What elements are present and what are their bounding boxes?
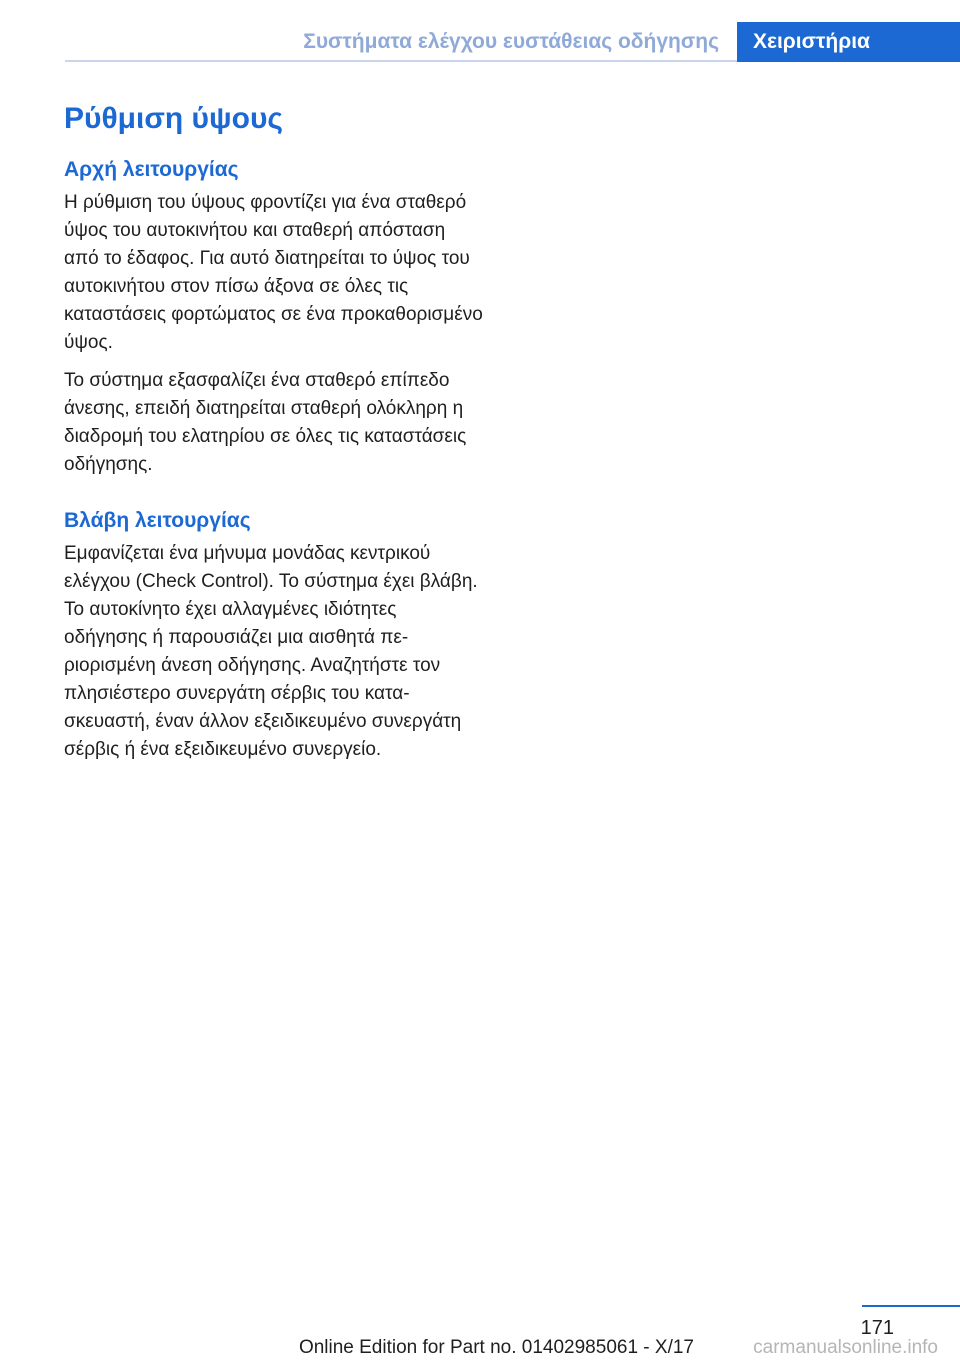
paragraph: Η ρύθμιση του ύψους φροντίζει για ένα σταθερό ύψος του αυτοκινήτου και σταθερή απόσταση από το έδαφος. Για αυτό διατηρείται το ύψος του αυτοκινήτου στον πίσω άξονα σε όλες τις καταστάσεις φορτώματος σε ένα προκαθορισμένο ύψος. [64,192,483,353]
page-number: 171 [860,1317,894,1339]
main-content [64,100,484,774]
paragraph: Το σύστημα εξασφαλίζει ένα σταθερό επίπεδο άνεσης, επειδή διατηρείται σταθερή ολόκληρη η διαδρομή του ελατηρίου σε όλες τις καταστάσεις οδήγησης. [64,370,467,475]
section-heading-principle: Αρχή λειτουργίας [64,158,239,181]
chapter-tab: Χειριστήρια [737,22,960,62]
section-heading-malfunction: Βλάβη λειτουργίας [64,509,251,532]
watermark: carmanualsonline.info [753,1337,938,1358]
edition-note: Online Edition for Part no. 01402985061 - X/17 [298,1337,694,1358]
footer-divider [862,1305,960,1307]
section-title: Συστήματα ελέγχου ευστάθειας οδήγησης [303,30,719,53]
page-title: Ρύθμιση ύψους [64,102,284,135]
header-divider [65,60,737,62]
page-header [65,22,960,62]
paragraph: Εμφανίζεται ένα μήνυμα μονάδας κεντρικού ελέγχου (Check Control). Το σύστημα έχει βλάβη. Το αυτοκίνητο έχει αλλαγμένες ιδιότητες οδήγησης ή παρουσιάζει μια αισθητά περιορισμένη άνεση οδήγησης. Αναζητήστε τον πλησιέστερο συνεργάτη σέρβις του κατασκευαστή, έναν άλλον εξειδικευμένο συνεργάτη σέρβις ή ένα εξειδικευμένο συνεργείο. [64,543,478,760]
